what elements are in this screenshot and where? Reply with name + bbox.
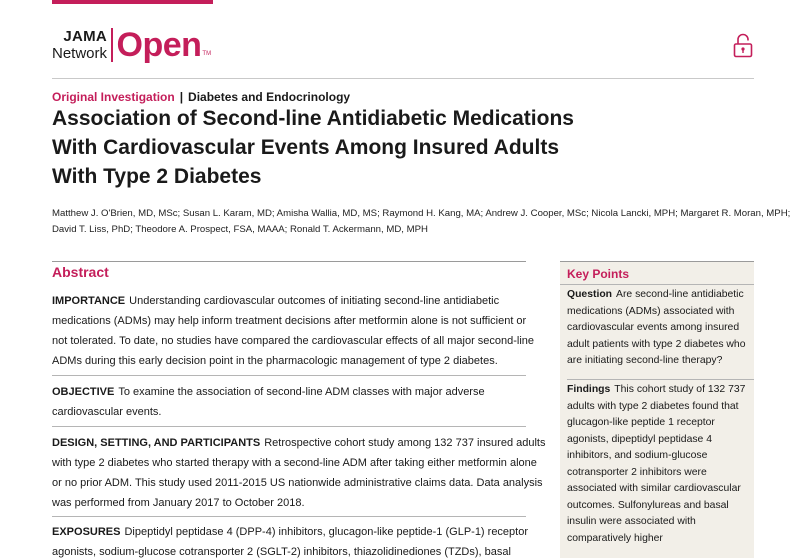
article-section[interactable]: Diabetes and Endocrinology	[188, 90, 351, 104]
abstract-line: was performed from January 2017 to October 2018.	[52, 497, 305, 509]
article-type-separator: |	[179, 90, 184, 104]
key-point-label: Question	[567, 289, 613, 300]
key-points-divider	[567, 379, 754, 380]
abstract-line: cardiovascular events.	[52, 406, 162, 418]
key-point-line: adults with type 2 diabetes found that	[567, 400, 739, 412]
key-point-line: cardiovascular events among insured	[567, 322, 740, 333]
key-points-question	[567, 287, 754, 370]
abstract-importance	[52, 291, 535, 371]
article-type[interactable]: Original Investigation	[52, 90, 175, 104]
abstract-line: ADMs during this early decision point in the pharmacologic management of type 2 diabetes.	[52, 355, 498, 367]
key-point-line: glucagon-like peptide 1 receptor	[567, 417, 715, 428]
abstract-line: not tolerated. To date, no studies have compared the cardiovascular effects of all major second-line	[52, 335, 535, 347]
key-points-findings	[567, 382, 754, 547]
key-point-line: are initiating second-line therapy?	[567, 355, 723, 366]
abstract-line: DESIGN, SETTING, AND PARTICIPANTS Retrospective cohort study among 132 737 insured adults	[52, 437, 546, 449]
abstract-top-rule	[52, 261, 526, 262]
abstract-line: with type 2 diabetes who started therapy with a second-line ADM after taking either metformin alone	[52, 457, 537, 469]
logo-divider	[111, 28, 113, 62]
logo-trademark: TM	[202, 51, 212, 57]
abstract-line: OBJECTIVE To examine the association of second-line ADM classes with major adverse	[52, 386, 485, 398]
abstract-objective	[52, 382, 526, 422]
article-type-line	[52, 90, 350, 104]
key-point-line: Question Are second-line antidiabetic	[567, 289, 744, 300]
logo-jama: JAMA	[63, 28, 108, 45]
key-point-line: comparatively higher	[567, 532, 663, 544]
abstract-line: or no prior ADM. This study used 2011-2015 US nationwide administrative claims data. Data analysis	[52, 477, 543, 489]
abstract-line: medications (ADMs) may help inform treatment decisions after metformin alone is not sufficient or	[52, 315, 527, 327]
key-point-line: outcomes. Sulfonylureas and basal	[567, 499, 729, 511]
key-point-line: cotransporter 2 inhibitors were	[567, 466, 707, 478]
open-lock-icon[interactable]	[733, 33, 753, 58]
abstract-design	[52, 433, 546, 513]
key-points-rule	[560, 284, 754, 285]
section-label: EXPOSURES	[52, 526, 121, 538]
key-point-line: associated with similar cardiovascular	[567, 483, 741, 494]
key-point-label: Findings	[567, 384, 611, 395]
title-line: Association of Second-line Antidiabetic Medications	[52, 107, 574, 130]
journal-logo[interactable]	[52, 27, 211, 63]
section-divider	[52, 426, 526, 427]
author-list	[52, 206, 791, 238]
abstract-line: agonists, sodium-glucose cotransporter 2 (SGLT-2) inhibitors, thiazolidinediones (TZDs), basal	[52, 546, 511, 558]
key-points-heading: Key Points	[567, 267, 630, 281]
logo-network: Network	[52, 45, 108, 62]
key-point-line: inhibitors, and sodium-glucose	[567, 450, 708, 461]
key-point-line: agonists, dipeptidyl peptidase 4	[567, 433, 712, 445]
title-line: With Type 2 Diabetes	[52, 165, 262, 188]
abstract-heading: Abstract	[52, 264, 109, 280]
title-line: With Cardiovascular Events Among Insured Adults	[52, 136, 560, 159]
key-point-line: medications (ADMs) associated with	[567, 305, 735, 317]
abstract-line: IMPORTANCE Understanding cardiovascular outcomes of initiating second-line antidiabetic	[52, 295, 500, 307]
section-label: OBJECTIVE	[52, 386, 115, 398]
section-label: DESIGN, SETTING, AND PARTICIPANTS	[52, 437, 261, 449]
article-title	[52, 104, 652, 191]
section-divider	[52, 516, 526, 517]
key-point-line: insulin were associated with	[567, 516, 696, 527]
abstract-line: EXPOSURES Dipeptidyl peptidase 4 (DPP-4) inhibitors, glucagon-like peptide-1 (GLP-1) receptor	[52, 526, 529, 538]
header-divider	[52, 78, 754, 79]
key-point-line: Findings This cohort study of 132 737	[567, 384, 746, 395]
logo-open: Open	[116, 26, 202, 64]
journal-accent-bar	[52, 0, 213, 4]
section-divider	[52, 375, 526, 376]
abstract-exposures	[52, 522, 529, 558]
section-label: IMPORTANCE	[52, 295, 126, 307]
key-point-line: adult patients with type 2 diabetes who	[567, 338, 746, 350]
logo-wordmark	[52, 29, 107, 61]
author-line: Matthew J. O'Brien, MD, MSc; Susan L. Karam, MD; Amisha Wallia, MD, MS; Raymond H. Kang, MA; Andrew J. Cooper, MSc; Nicola Lancki, MPH; Margaret R. Moran, MPH;	[52, 208, 791, 219]
author-line: David T. Liss, PhD; Theodore A. Prospect, FSA, MAAA; Ronald T. Ackermann, MD, MPH	[52, 224, 428, 235]
